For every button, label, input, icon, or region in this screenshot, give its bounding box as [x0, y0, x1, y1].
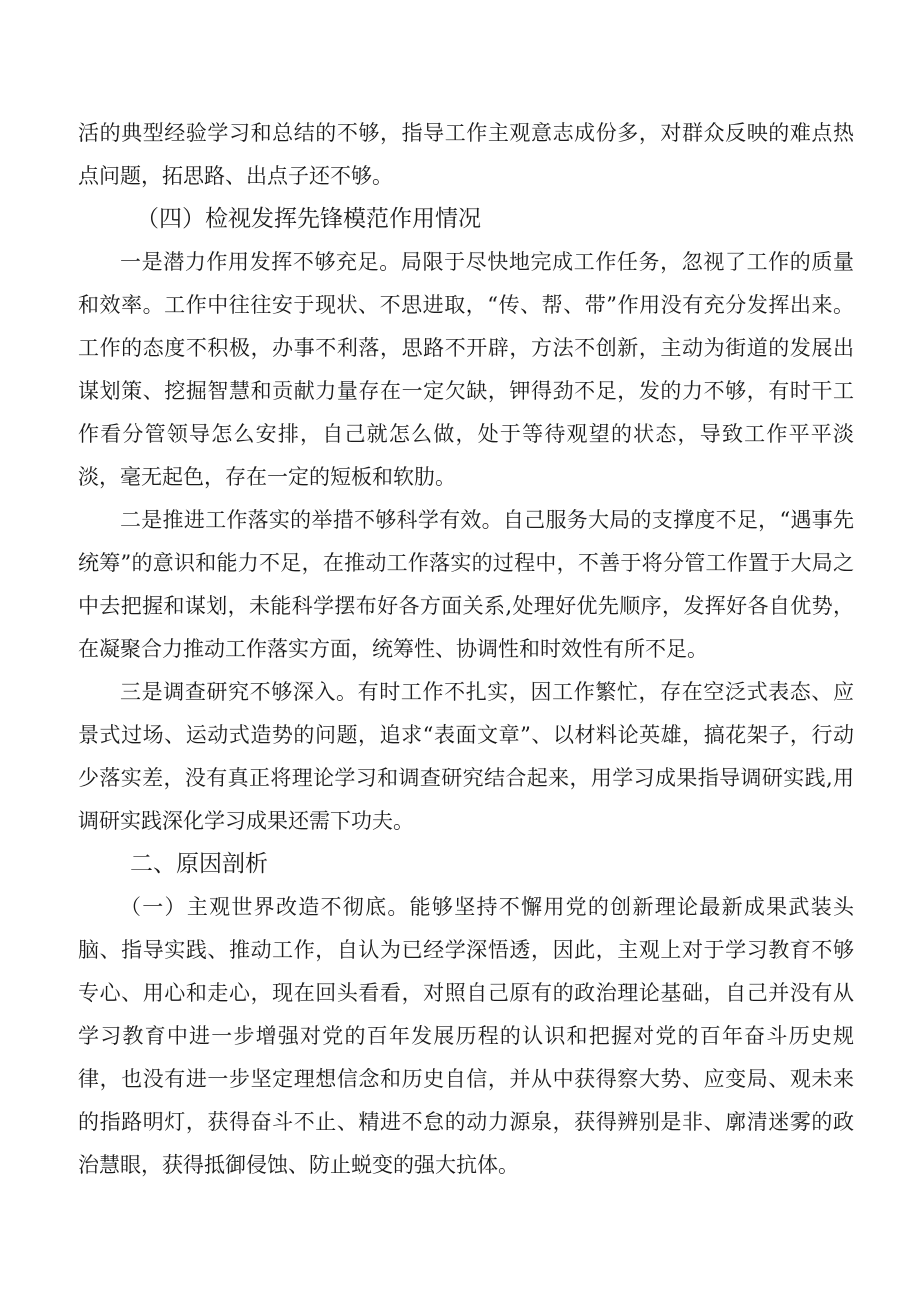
paragraph-2: 二是推进工作落实的举措不够科学有效。自己服务大局的支撑度不足，“遇事先统筹”的意识和能力不足，在推动工作落实的过程中，不善于将分管工作置于大局之中去把握和谋划，未能科学摆布好各方面关系,处理好优先顺序，发挥好各自优势，在凝聚合力推动工作落实方面，统筹性、协调性和时效性有所不足。 [78, 508, 854, 661]
section-heading-4: （四）检视发挥先锋模范作用情况 [136, 206, 481, 232]
document-body [78, 112, 854, 1187]
paragraph-1: 一是潜力作用发挥不够充足。局限于尽快地完成工作任务，忽视了工作的质量和效率。工作中往往安于现状、不思进取，“传、帮、带”作用没有充分发挥出来。工作的态度不积极，办事不利落，思路不开辟，方法不创新，主动为街道的发展出谋划策、挖掘智慧和贡献力量存在一定欠缺，钾得劲不足，发的力不够，有时干工作看分管领导怎么安排，自己就怎么做，处于等待观望的状态，导致工作平平淡淡，毫无起色，存在一定的短板和软肋。 [78, 250, 854, 489]
paragraph-4: （一）主观世界改造不彻底。能够坚持不懈用党的创新理论最新成果武装头脑、指导实践、推动工作，自认为已经学深悟透，因此，主观上对于学习教育不够专心、用心和走心，现在回头看看，对照自己原有的政治理论基础，自己并没有从学习教育中进一步增强对党的百年发展历程的认识和把握对党的百年奋斗历史规律，也没有进一步坚定理想信念和历史自信，并从中获得察大势、应变局、观未来的指路明灯，获得奋斗不止、精进不怠的动力源泉，获得辨别是非、廓清迷雾的政治慧眼，获得抵御侵蚀、防止蜕变的强大抗体。 [78, 895, 854, 1177]
paragraph-3: 三是调查研究不够深入。有时工作不扎实，因工作繁忙，存在空泛式表态、应景式过场、运动式造势的问题，追求“表面文章”、以材料论英雄，搞花架子，行动少落实差，没有真正将理论学习和调查研究结合起来，用学习成果指导调研实践,用调研实践深化学习成果还需下功夫。 [78, 680, 854, 833]
paragraph-continuation: 活的典型经验学习和总结的不够，指导工作主观意志成份多，对群众反映的难点热点问题，拓思路、出点子还不够。 [78, 121, 854, 188]
chapter-heading-2: 二、原因剖析 [130, 851, 268, 877]
